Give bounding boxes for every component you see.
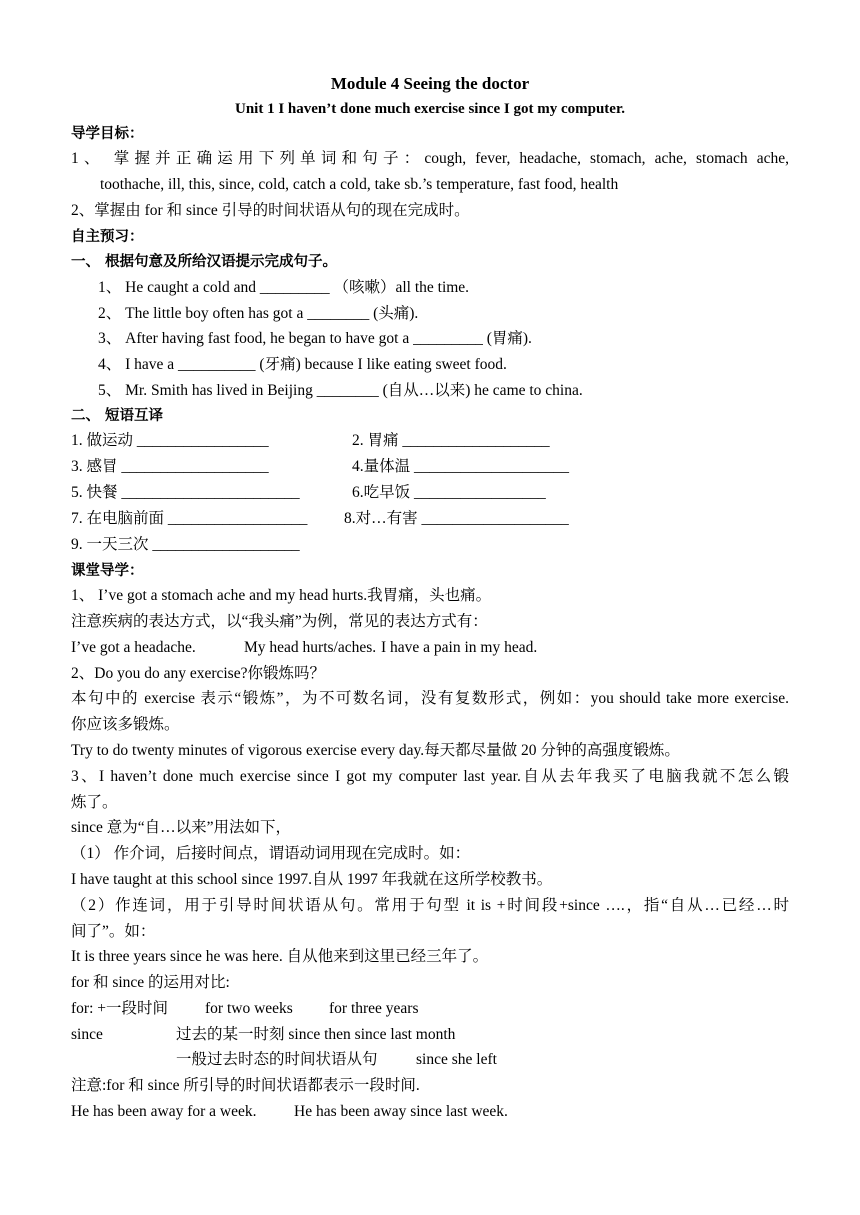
note-5: Try to do twenty minutes of vigorous exercise every day.每天都尽量做 20 分钟的高强度锻炼。 — [71, 742, 680, 759]
phrase-item: 4.量体温 ____________________ — [352, 458, 570, 475]
phrase-item: 3. 感冒 ___________________ — [71, 458, 269, 475]
sentence-item: 2、 The little boy often has got a ________ (头痛). — [98, 305, 419, 322]
for-label: for: +一段时间 — [71, 1000, 168, 1017]
note-12: for 和 since 的运用对比: — [71, 974, 230, 991]
since-row-2b: since she left — [416, 1051, 497, 1068]
note-4-line-1: 本句中的 exercise 表示“锻炼”，为不可数名词，没有复数形式，例如：you should take more exercise. — [71, 690, 789, 707]
page-title: Module 4 Seeing the doctor — [330, 74, 530, 93]
preview-heading: 自主预习： — [71, 229, 144, 245]
goals-item-1-line-2: toothache, ill, this, since, cold, catch a cold, take sb.’s temperature, fast food, health — [100, 176, 619, 193]
note-11: It is three years since he was here. 自从他来到这里已经三年了。 — [71, 948, 489, 965]
since-label: since — [71, 1026, 103, 1043]
note-10-line-1: （2）作连词，用于引导时间状语从句。常用于句型 it is +时间段+since ….，指“自从…已经…时 — [71, 897, 789, 914]
sentence-item: 3、 After having fast food, he began to have got a _________ (胃痛). — [98, 330, 532, 347]
sentence-item: 1、 He caught a cold and _________ （咳嗽）all the time. — [98, 279, 470, 296]
note-2: 注意疾病的表达方式，以“我头痛”为例，常见的表达方式有： — [71, 613, 488, 630]
goals-heading: 导学目标： — [71, 126, 144, 142]
phrase-item: 6.吃早饭 _________________ — [352, 484, 546, 501]
sentence-item: 5、 Mr. Smith has lived in Beijing ________ (自从…以来) he came to china. — [98, 382, 583, 399]
note-6-line-1: 3、I haven’t done much exercise since I got my computer last year.自从去年我买了电脑我就不怎么锻 — [71, 768, 789, 785]
for-example-1: for two weeks — [205, 1000, 293, 1017]
example-1c: I have a pain in my head. — [381, 639, 538, 656]
sentence-item: 4、 I have a __________ (牙痛) because I like eating sweet food. — [98, 356, 507, 373]
example-1b: My head hurts/aches. — [244, 639, 377, 656]
note-4-line-2: 你应该多锻炼。 — [71, 716, 180, 733]
phrase-item: 8.对…有害 ___________________ — [344, 510, 569, 527]
example-2a: He has been away for a week. — [71, 1103, 257, 1120]
since-row-2a: 一般过去时态的时间状语从句 — [176, 1051, 378, 1068]
note-7: since 意为“自…以来”用法如下， — [71, 819, 291, 836]
note-6-line-2: 炼了。 — [71, 794, 118, 811]
phrase-item: 9. 一天三次 ___________________ — [71, 536, 300, 553]
goals-item-2: 2、掌握由 for 和 since 引导的时间状语从句的现在完成时。 — [71, 202, 470, 219]
classroom-heading: 课堂导学： — [71, 563, 144, 579]
goals-item-1-line-1: 1、 掌握并正确运用下列单词和句子：cough, fever, headache, stomach, ache, stomach ache, — [71, 150, 789, 167]
phrase-item: 5. 快餐 _______________________ — [71, 484, 300, 501]
page-subtitle: Unit 1 I haven’t done much exercise since I got my computer. — [235, 101, 625, 117]
note-1: 1、 I’ve got a stomach ache and my head hurts.我胃痛，头也痛。 — [71, 587, 492, 604]
for-example-2: for three years — [329, 1000, 419, 1017]
part1-heading: 一、 根据句意及所给汉语提示完成句子。 — [71, 254, 338, 270]
note-8: （1） 作介词，后接时间点，谓语动词用现在完成时。如： — [71, 845, 471, 862]
note-9: I have taught at this school since 1997.自从 1997 年我就在这所学校教书。 — [71, 871, 553, 888]
phrase-item: 7. 在电脑前面 __________________ — [71, 510, 308, 527]
note-13: 注意:for 和 since 所引导的时间状语都表示一段时间. — [71, 1077, 420, 1094]
part2-heading: 二、 短语互译 — [71, 408, 164, 424]
example-2b: He has been away since last week. — [294, 1103, 508, 1120]
example-1a: I’ve got a headache. — [71, 639, 196, 656]
note-10-line-2: 间了”。如： — [71, 923, 156, 940]
since-row-1: 过去的某一时刻 since then since last month — [176, 1026, 456, 1043]
phrase-item: 2. 胃痛 ___________________ — [352, 432, 550, 449]
phrase-item: 1. 做运动 _________________ — [71, 432, 269, 449]
note-3: 2、Do you do any exercise?你锻炼吗？ — [71, 665, 325, 682]
